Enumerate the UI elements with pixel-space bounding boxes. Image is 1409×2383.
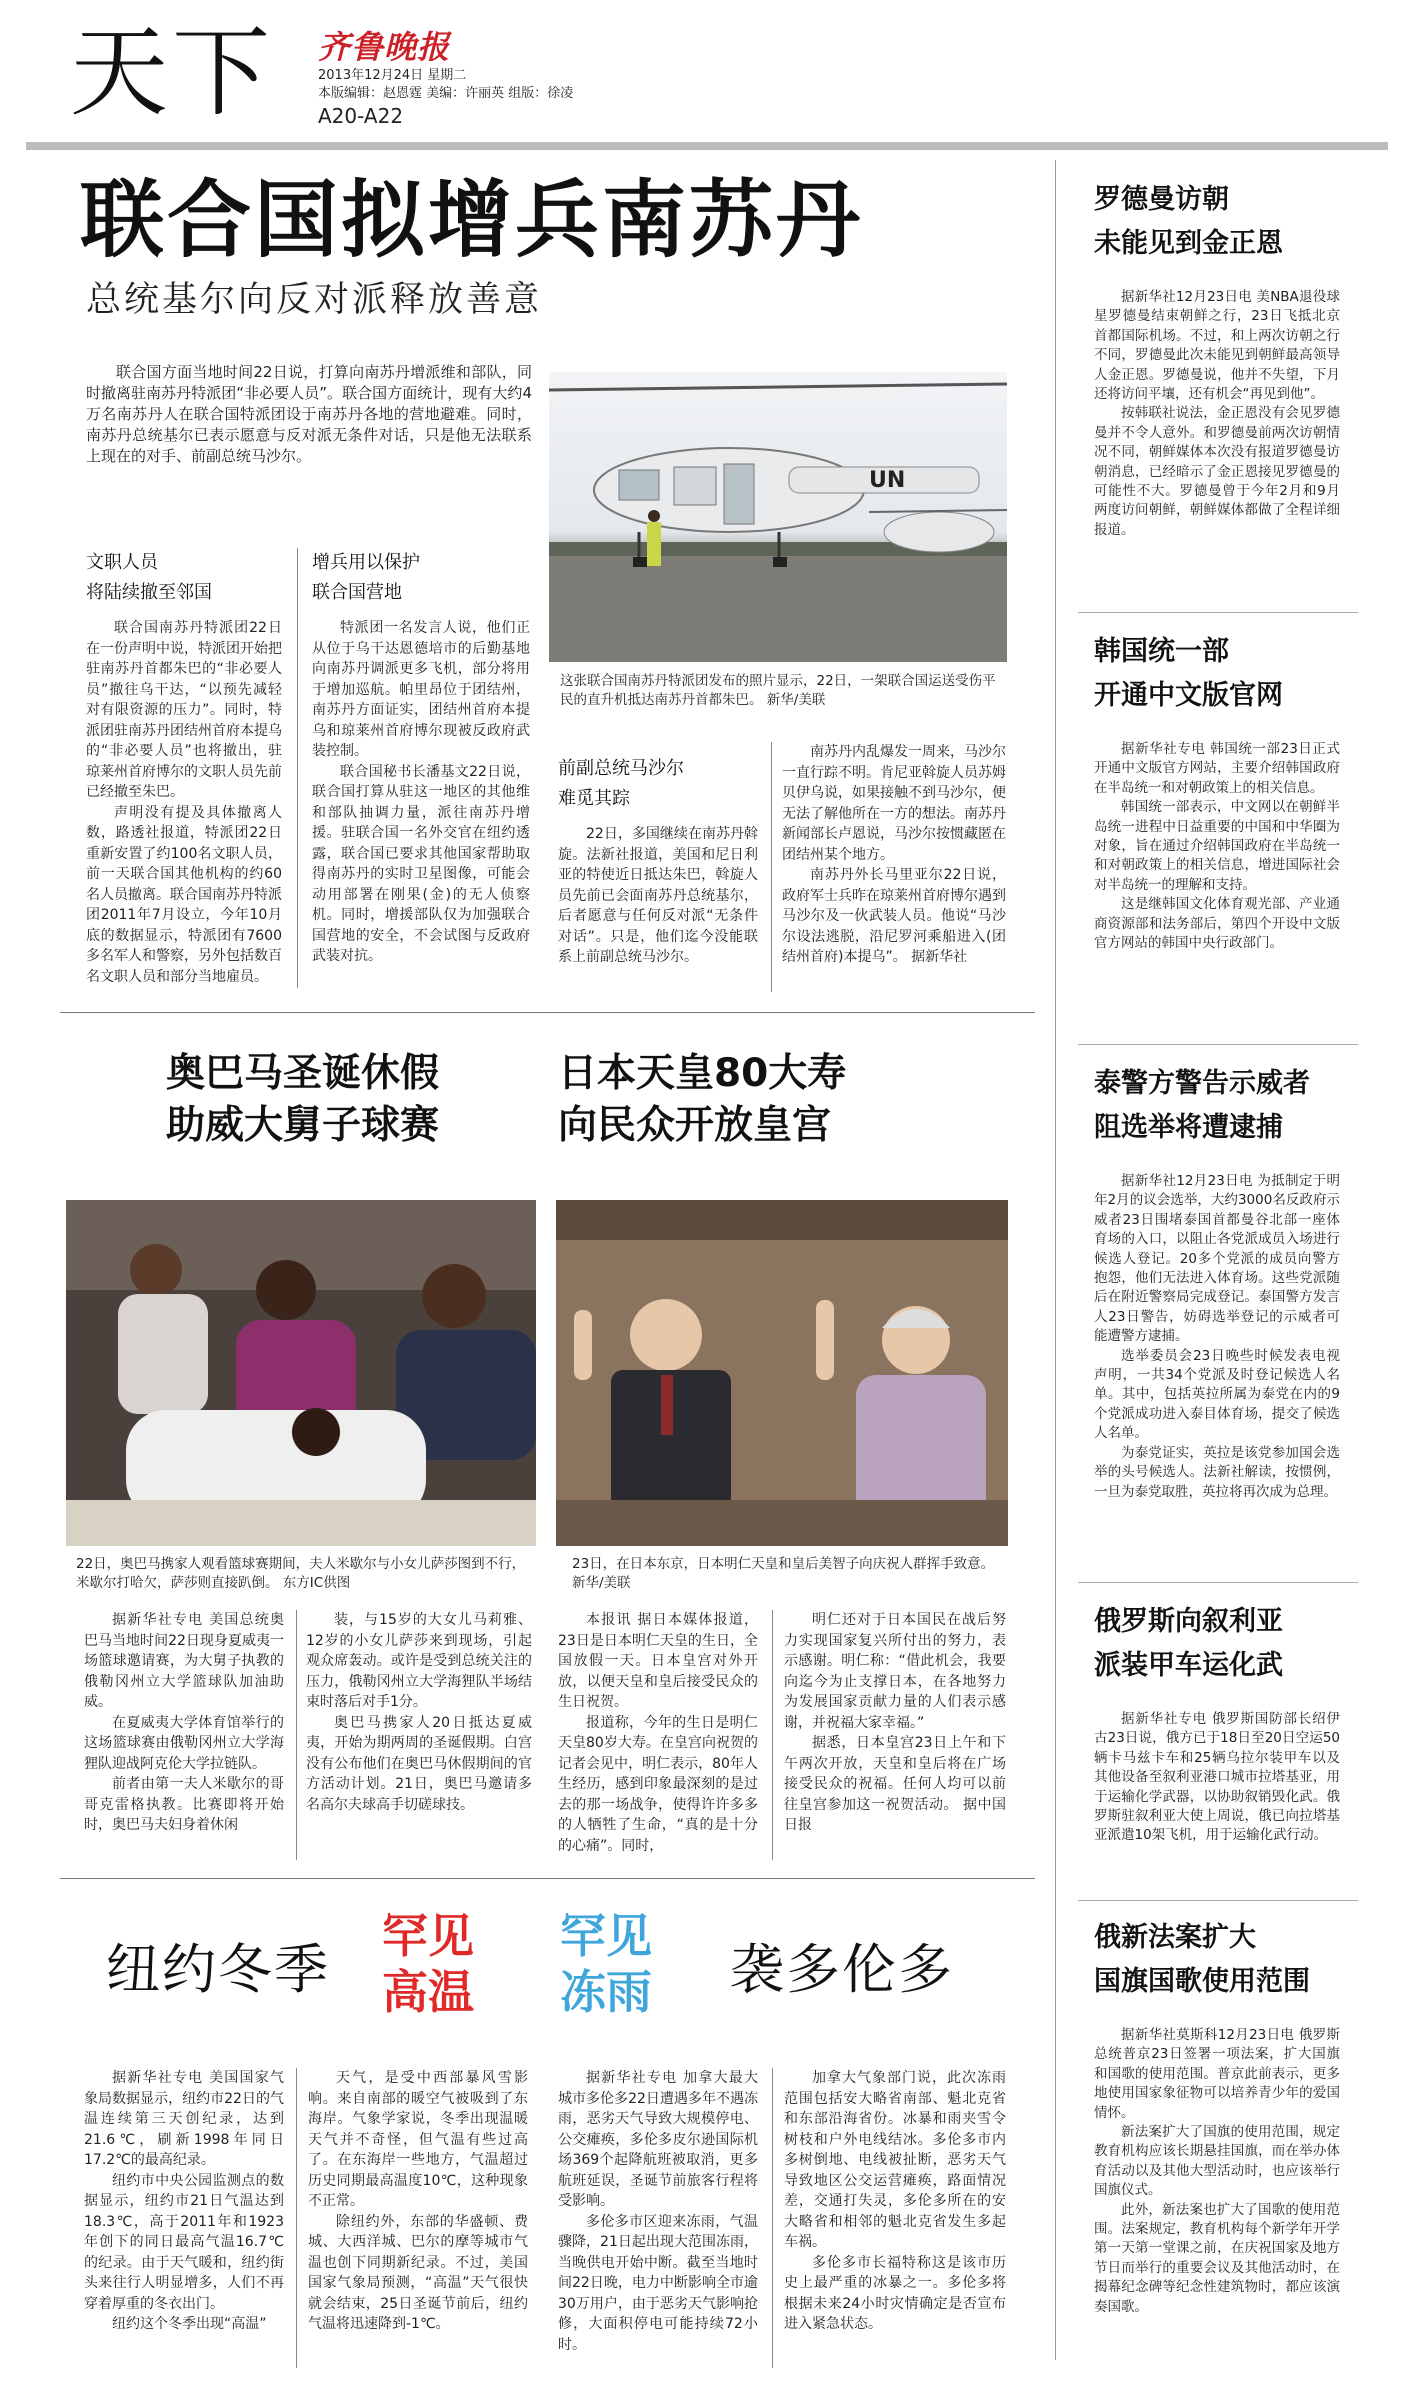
column-rule: [772, 1610, 773, 1860]
obama-photo-caption: 22日，奥巴马携家人观看篮球赛期间，夫人米歇尔与小女儿萨莎图到不行，米歇尔打哈欠，萨莎则直接趴倒。 东方IC供图: [76, 1556, 526, 1591]
sidebar-2-title-line2: 开通中文版官网: [1094, 680, 1283, 711]
obama-para: 奥巴马携家人20日抵达夏威夷，开始为期两周的圣诞假期。白宫没有公布他们在奥巴马休假期间的官方活动计划。21日，奥巴马邀请多名高尔夫球高手切磋球技。: [306, 1714, 532, 1813]
emperor-body-col1: [558, 1610, 758, 1862]
lead-section3-title-line2: 难觅其踪: [558, 788, 630, 809]
lead-section3-title: [558, 754, 778, 814]
sidebar-para: 此外，新法案也扩大了国歌的使用范围。法案规定，教育机构每个新学年开学第一天第一堂课之前，在庆祝国家及地方节日而举行的重要会议及其他活动时，在揭幕纪念碑等纪念性建筑物时，都应该演奏国歌。: [1094, 2201, 1340, 2315]
weather-para: 加拿大气象部门说，此次冻雨范围包括安大略省南部、魁北克省和东部沿海省份。冰暴和雨夹雪令树枝和户外电线结冰。多伦多市内多树倒地、电线被扯断，恶劣天气导致地区公交运营瘫痪，路面情况差，交通打失灵，多伦多所在的安大略省和相邻的魁北克省发生多起车祸。: [784, 2070, 1006, 2250]
sidebar-1-title: [1094, 178, 1384, 266]
sidebar-para: 据新华社12月23日电 美NBA退役球星罗德曼结束朝鲜之行，23日飞抵北京首都国际机场。不过，和上两次访朝之行不同，罗德曼此次未能见到朝鲜最高领导人金正恩。罗德曼说，他并不失望，下月还将访问平壤，还有机会“再见到他”。: [1094, 289, 1340, 403]
sidebar-para: 这是继韩国文化体育观光部、产业通商资源部和法务部后，第四个开设中文版官方网站的韩国中央行政部门。: [1094, 896, 1340, 952]
sidebar-1-title-line1: 罗德曼访朝: [1094, 184, 1229, 215]
page-range: A20-A22: [318, 104, 404, 128]
obama-headline-line1: 奥巴马圣诞休假: [166, 1051, 440, 1096]
weather-para: 多伦多市区迎来冻雨，气温骤降，21日起出现大范围冻雨，当晚供电开始中断。截至当地时间22日晚，电力中断影响全市逾30万用户，由于恶劣天气影响抢修，大面积停电可能持续72小时。: [558, 2213, 758, 2353]
emperor-para: 明仁还对于日本国民在战后努力实现国家复兴所付出的努力，表示感谢。明仁称：“借此机会，我要向迄今为止支撑日本，在各地努力为发展国家贡献力量的人们表示感谢，并祝福大家幸福。”: [784, 1612, 1006, 1731]
weather-para: 纽约这个冬季出现“高温”: [112, 2316, 267, 2332]
weather-headline-blue-line1: 罕见: [560, 1909, 652, 1963]
obama-para: 前者由第一夫人米歇尔的哥哥克雷格执教。比赛即将开始时，奥巴马夫妇身着休闲: [84, 1776, 284, 1833]
newspaper-logo: 齐鲁晚报: [318, 28, 451, 66]
helicopter-illustration: [549, 372, 1007, 662]
weather-para: 除纽约外，东部的华盛顿、费城、大西洋城、巴尔的摩等城市气温也创下同期新纪录。不过，美国国家气象局预测，“高温”天气很快就会结束，25日圣诞节前后，纽约气温将迅速降到-1℃。: [308, 2213, 528, 2332]
lead-section1-body: [86, 618, 282, 990]
lead-subhead: 总统基尔向反对派释放善意: [86, 280, 543, 320]
emperor-body-col2: [784, 1610, 1006, 1862]
sidebar-para: 新法案扩大了国旗的使用范围，规定教育机构应该长期悬挂国旗，而在举办体育活动以及其他大型活动时，也应该举行国旗仪式。: [1094, 2124, 1340, 2199]
sidebar-1-title-line2: 未能见到金正恩: [1094, 228, 1283, 259]
emperor-headline-line1: 日本天皇80大寿: [558, 1051, 847, 1096]
sidebar-2-title-line1: 韩国统一部: [1094, 636, 1229, 667]
column-rule: [296, 1610, 297, 1860]
sidebar-3-title-line2: 阻选举将遭逮捕: [1094, 1112, 1283, 1143]
sidebar-5-title-line1: 俄新法案扩大: [1094, 1922, 1256, 1953]
lead-photo-helicopter: [549, 372, 1007, 662]
emperor-para: 本报讯 据日本媒体报道，23日是日本明仁天皇的生日，全国放假一天。日本皇宫对外开放，以便天皇和皇后接受民众的生日祝贺。: [558, 1612, 758, 1710]
obama-family-illustration: [66, 1200, 536, 1546]
weather-col4: [784, 2068, 1006, 2370]
lead-section2-title-line1: 增兵用以保护: [312, 552, 420, 573]
lead-section3-title-line1: 前副总统马沙尔: [558, 758, 684, 779]
sidebar-5-title: [1094, 1916, 1384, 2004]
sidebar-rule: [1078, 1044, 1358, 1045]
weather-headline-red: [382, 1908, 474, 2020]
obama-para: 在夏威夷大学体育馆举行的这场篮球赛由俄勒冈州立大学海狸队迎战阿克伦大学拉链队。: [84, 1714, 284, 1772]
weather-para: 天气，是受中西部暴风雪影响。来自南部的暖空气被吸到了东海岸。气象学家说，冬季出现温暖天气并不奇怪，但气温有些过高了。在东海岸一些地方，气温超过历史同期最高温度10℃，这种现象不正常。: [308, 2070, 528, 2209]
column-rule: [771, 742, 772, 992]
lead-photo-caption: 这张联合国南苏丹特派团发布的照片显示，22日，一架联合国运送受伤平民的直升机抵达南苏丹首都朱巴。 新华/美联: [560, 673, 996, 708]
issue-date: 2013年12月24日 星期二: [318, 68, 467, 83]
sidebar-para: 为泰党证实，英拉是该党参加国会选举的头号候选人。法新社解读，按惯例，一旦为泰党取胜，英拉将再次成为总理。: [1094, 1444, 1340, 1500]
lead-section1-title: [86, 548, 286, 608]
weather-para: 据新华社专电 美国国家气象局数据显示，纽约市22日的气温连续第三天创纪录，达到21.6℃，刷新1998年同日17.2℃的最高纪录。: [84, 2070, 284, 2168]
sidebar-para: 韩国统一部表示，中文网以在朝鲜半岛统一进程中日益重要的中国和中华圈为对象，旨在通过介绍韩国政府在半岛统一和对朝政策上的相关信息，增进国际社会对半岛统一的理解和支持。: [1094, 799, 1340, 893]
weather-headline-blue-line2: 冻雨: [560, 1965, 652, 2019]
obama-photo: [66, 1200, 536, 1546]
sidebar-4-title-line1: 俄罗斯向叙利亚: [1094, 1606, 1283, 1637]
editor-credits: 本版编辑：赵恩霆 美编：许丽英 组版：徐凌: [318, 86, 574, 101]
sidebar-para: 据新华社专电 韩国统一部23日正式开通中文版官方网站，主要介绍韩国政府在半岛统一和对朝政策上的相关信息。: [1094, 741, 1340, 796]
column-rule: [297, 548, 298, 988]
svg-text:UN: UN: [869, 468, 906, 493]
obama-headline-line2: 助威大舅子球赛: [166, 1103, 440, 1148]
obama-para: 据新华社专电 美国总统奥巴马当地时间22日现身夏威夷一场篮球邀请赛，为大舅子执教的俄勒冈州立大学篮球队加油助威。: [84, 1612, 284, 1710]
obama-body-col1: [84, 1610, 284, 1862]
lead-section3-body: [558, 824, 758, 994]
sidebar-3-body: [1094, 1172, 1340, 1572]
weather-headline-blue: [560, 1908, 652, 2020]
weather-col1: [84, 2068, 284, 2370]
emperor-empress-illustration: [556, 1200, 1008, 1546]
sidebar-para: 据新华社莫斯科12月23日电 俄罗斯总统普京23日签署一项法案，扩大国旗和国歌的使用范围。普京此前表示，更多地使用国家象征物可以培养青少年的爱国情怀。: [1094, 2027, 1340, 2121]
lead-section3-para: 南苏丹外长马里亚尔22日说，政府军士兵昨在琼莱州首府博尔遇到马沙尔及一伙武装人员。他说“马沙尔设法逃脱，沿尼罗河乘船进入(团结州首府)本提乌”。 据新华社: [782, 867, 1006, 965]
sidebar-para: 按韩联社说法，金正恩没有会见罗德曼并不令人意外。和罗德曼前两次访朝情况不同，朝鲜媒体本次没有报道罗德曼访朝消息，已经暗示了金正恩接见罗德曼的可能性不大。罗德曼曾于今年2月和9月两度访问朝鲜，朝鲜媒体都做了全程详细报道。: [1094, 405, 1340, 538]
weather-col3: [558, 2068, 758, 2370]
lead-section2-para: 联合国秘书长潘基文22日说，联合国打算从驻这一地区的其他维和部队抽调力量，派往南苏丹增援。驻联合国一名外交官在纽约透露，联合国已要求其他国家帮助取得南苏丹的实时卫星图像，可能会动用部署在刚果(金)的无人侦察机。同时，增援部队仅为加强联合国营地的安全，不会试图与反政府武装对抗。: [312, 763, 530, 964]
sidebar-para: 据新华社专电 俄罗斯国防部长绍伊古23日说，俄方已于18日至20日空运50辆卡马兹卡车和25辆乌拉尔装甲车以及其他设备至叙利亚港口城市拉塔基亚，用于运输化学武器，以协助叙销毁化武。俄罗斯驻叙利亚大使上周说，俄已向拉塔基亚派遣10架飞机，用于运输化武行动。: [1094, 1711, 1340, 1844]
lead-section1-para: 联合国南苏丹特派团22日在一份声明中说，特派团开始把驻南苏丹首都朱巴的“非必要人员”撤往乌干达，“以预先减轻对有限资源的压力”。同时，特派团驻南苏丹团结州首府本提乌的“非必要人员”也将撤出，驻琼莱州首府博尔的文职人员先前已经撤至朱巴。: [86, 620, 282, 800]
weather-headline-red-line2: 高温: [382, 1965, 474, 2019]
emperor-para: 报道称，今年的生日是明仁天皇80岁大寿。在皇宫向祝贺的记者会见中，明仁表示，80年人生经历，感到印象最深刻的是过去的那一场战争，使得许许多多的人牺牲了生命，“真的是十分的心痛”。同时，: [558, 1714, 758, 1854]
sidebar-5-body: [1094, 2026, 1340, 2372]
weather-col2: [308, 2068, 528, 2370]
lead-section3-body-cont: [782, 742, 1006, 992]
emperor-headline-line2: 向民众开放皇宫: [558, 1103, 832, 1148]
weather-headline-red-line1: 罕见: [382, 1909, 474, 1963]
sidebar-4-body: [1094, 1710, 1340, 1890]
sidebar-4-title: [1094, 1600, 1384, 1688]
lead-section2-body: [312, 618, 530, 990]
sidebar-rule: [1078, 612, 1358, 613]
weather-para: 纽约市中央公园监测点的数据显示，纽约市21日气温达到18.3℃，高于2011年和1923年创下的同日最高气温16.7℃的纪录。由于天气暖和，纽约街头来往行人明显增多，人们不再穿着厚重的冬衣出门。: [84, 2172, 284, 2312]
sidebar-3-title-line1: 泰警方警告示威者: [1094, 1068, 1310, 1099]
column-rule: [296, 2068, 297, 2368]
lead-section2-title: [312, 548, 532, 608]
emperor-headline: [558, 1048, 846, 1152]
obama-headline: [166, 1048, 439, 1152]
emperor-para: 据悉，日本皇宫23日上午和下午两次开放，天皇和皇后将在广场接受民众的祝福。任何人均可以前往皇宫参加这一祝贺活动。 据中国日报: [784, 1735, 1006, 1833]
obama-para: 装，与15岁的大女儿马莉雅、12岁的小女儿萨莎来到现场，引起观众席轰动。或许是受到总统关注的压力，俄勒冈州立大学海狸队半场结束时落后对手1分。: [306, 1612, 532, 1710]
sidebar-rule: [1078, 1582, 1358, 1583]
lead-section3-para: 22日，多国继续在南苏丹斡旋。法新社报道，美国和尼日利亚的特使近日抵达朱巴，斡旋人员先前已会面南苏丹总统基尔，后者愿意与任何反对派“无条件对话”。只是，他们迄今没能联系上前副总统马沙尔。: [558, 826, 758, 965]
lead-section1-title-line1: 文职人员: [86, 552, 158, 573]
masthead-rule: [26, 142, 1388, 150]
section-rule: [60, 1012, 1035, 1013]
lead-section1-title-line2: 将陆续撤至邻国: [86, 582, 212, 603]
sidebar-3-title: [1094, 1062, 1384, 1150]
weather-para: 据新华社专电 加拿大最大城市多伦多22日遭遇多年不遇冻雨，恶劣天气导致大规模停电、公交瘫痪，多伦多皮尔逊国际机场369个起降航班被取消，更多航班延误，圣诞节前旅客行程将受影响。: [558, 2070, 758, 2209]
sidebar-para: 选举委员会23日晚些时候发表电视声明，一共34个党派及时登记候选人名单。其中，包括英拉所属为泰党在内的9个党派成功进入泰目体育场，提交了候选人名单。: [1094, 1347, 1340, 1442]
sidebar-4-title-line2: 派装甲车运化武: [1094, 1650, 1283, 1681]
emperor-photo: [556, 1200, 1008, 1546]
sidebar-2-body: [1094, 740, 1340, 1040]
sidebar-divider: [1055, 160, 1056, 2360]
lead-section2-para: 特派团一名发言人说，他们正从位于乌干达恩德培市的后勤基地向南苏丹调派更多飞机，部分将用于增加巡航。帕里昂位于团结州，南苏丹方面证实，团结州首府本提乌和琼莱州首府博尔现被反政府武装控制。: [312, 620, 530, 759]
sidebar-5-title-line2: 国旗国歌使用范围: [1094, 1966, 1310, 1997]
lead-intro-text: 联合国方面当地时间22日说，打算向南苏丹增派维和部队，同时撤离驻南苏丹特派团“非必要人员”。联合国方面统计，现有大约4万名南苏丹人在联合国特派团设于南苏丹各地的营地避难。同时，南苏丹总统基尔已表示愿意与反对派无条件对话，只是他无法联系上现在的对手、前副总统马沙尔。: [86, 363, 532, 465]
emperor-photo-caption: 23日，在日本东京，日本明仁天皇和皇后美智子向庆祝人群挥手致意。 新华/美联: [572, 1556, 995, 1591]
column-rule: [772, 2068, 773, 2368]
lead-intro: [86, 362, 532, 514]
lead-section2-title-line2: 联合国营地: [312, 582, 402, 603]
sidebar-1-body: [1094, 288, 1340, 598]
sidebar-2-title: [1094, 630, 1384, 718]
section-rule: [60, 1878, 1035, 1879]
lead-section3-para: 南苏丹内乱爆发一周来，马沙尔一直行踪不明。肯尼亚斡旋人员苏姆贝伊乌说，如果接触不到马沙尔，便无法了解他所在一方的想法。南苏丹新闻部长卢恩说，马沙尔按惯藏匿在团结州某个地方。: [782, 744, 1006, 863]
section-title: 天下: [70, 16, 275, 130]
weather-headline-right: 袭多伦多: [730, 1938, 954, 2001]
weather-para: 多伦多市长福特称这是该市历史上最严重的冰暴之一。多伦多将根据未来24小时灾情确定是否宣布进入紧急状态。: [784, 2254, 1006, 2332]
obama-body-col2: [306, 1610, 532, 1862]
weather-headline-left: 纽约冬季: [106, 1938, 330, 2001]
sidebar-para: 据新华社12月23日电 为抵制定于明年2月的议会选举，大约3000名反政府示威者23日围堵泰国首都曼谷北部一座体育场的入口，以阻止各党派成员入场进行候选人登记。20多个党派的成员向警方抱怨，他们无法进入体育场。这些党派随后在附近警察局完成登记。泰国警方发言人23日警告，妨碍选举登记的示威者可能遭警方逮捕。: [1094, 1173, 1340, 1345]
sidebar-rule: [1078, 1900, 1358, 1901]
lead-headline: 联合国拟增兵南苏丹: [80, 171, 864, 269]
lead-section1-para: 声明没有提及具体撤离人数，路透社报道，特派团22日重新安置了约100名文职人员，前一天联合国其他机构的约60名人员撤离。联合国南苏丹特派团2011年7月设立，今年10月底的数据显示，特派团有7600多名军人和警察，另外包括数百名文职人员和部分当地雇员。: [86, 804, 282, 985]
